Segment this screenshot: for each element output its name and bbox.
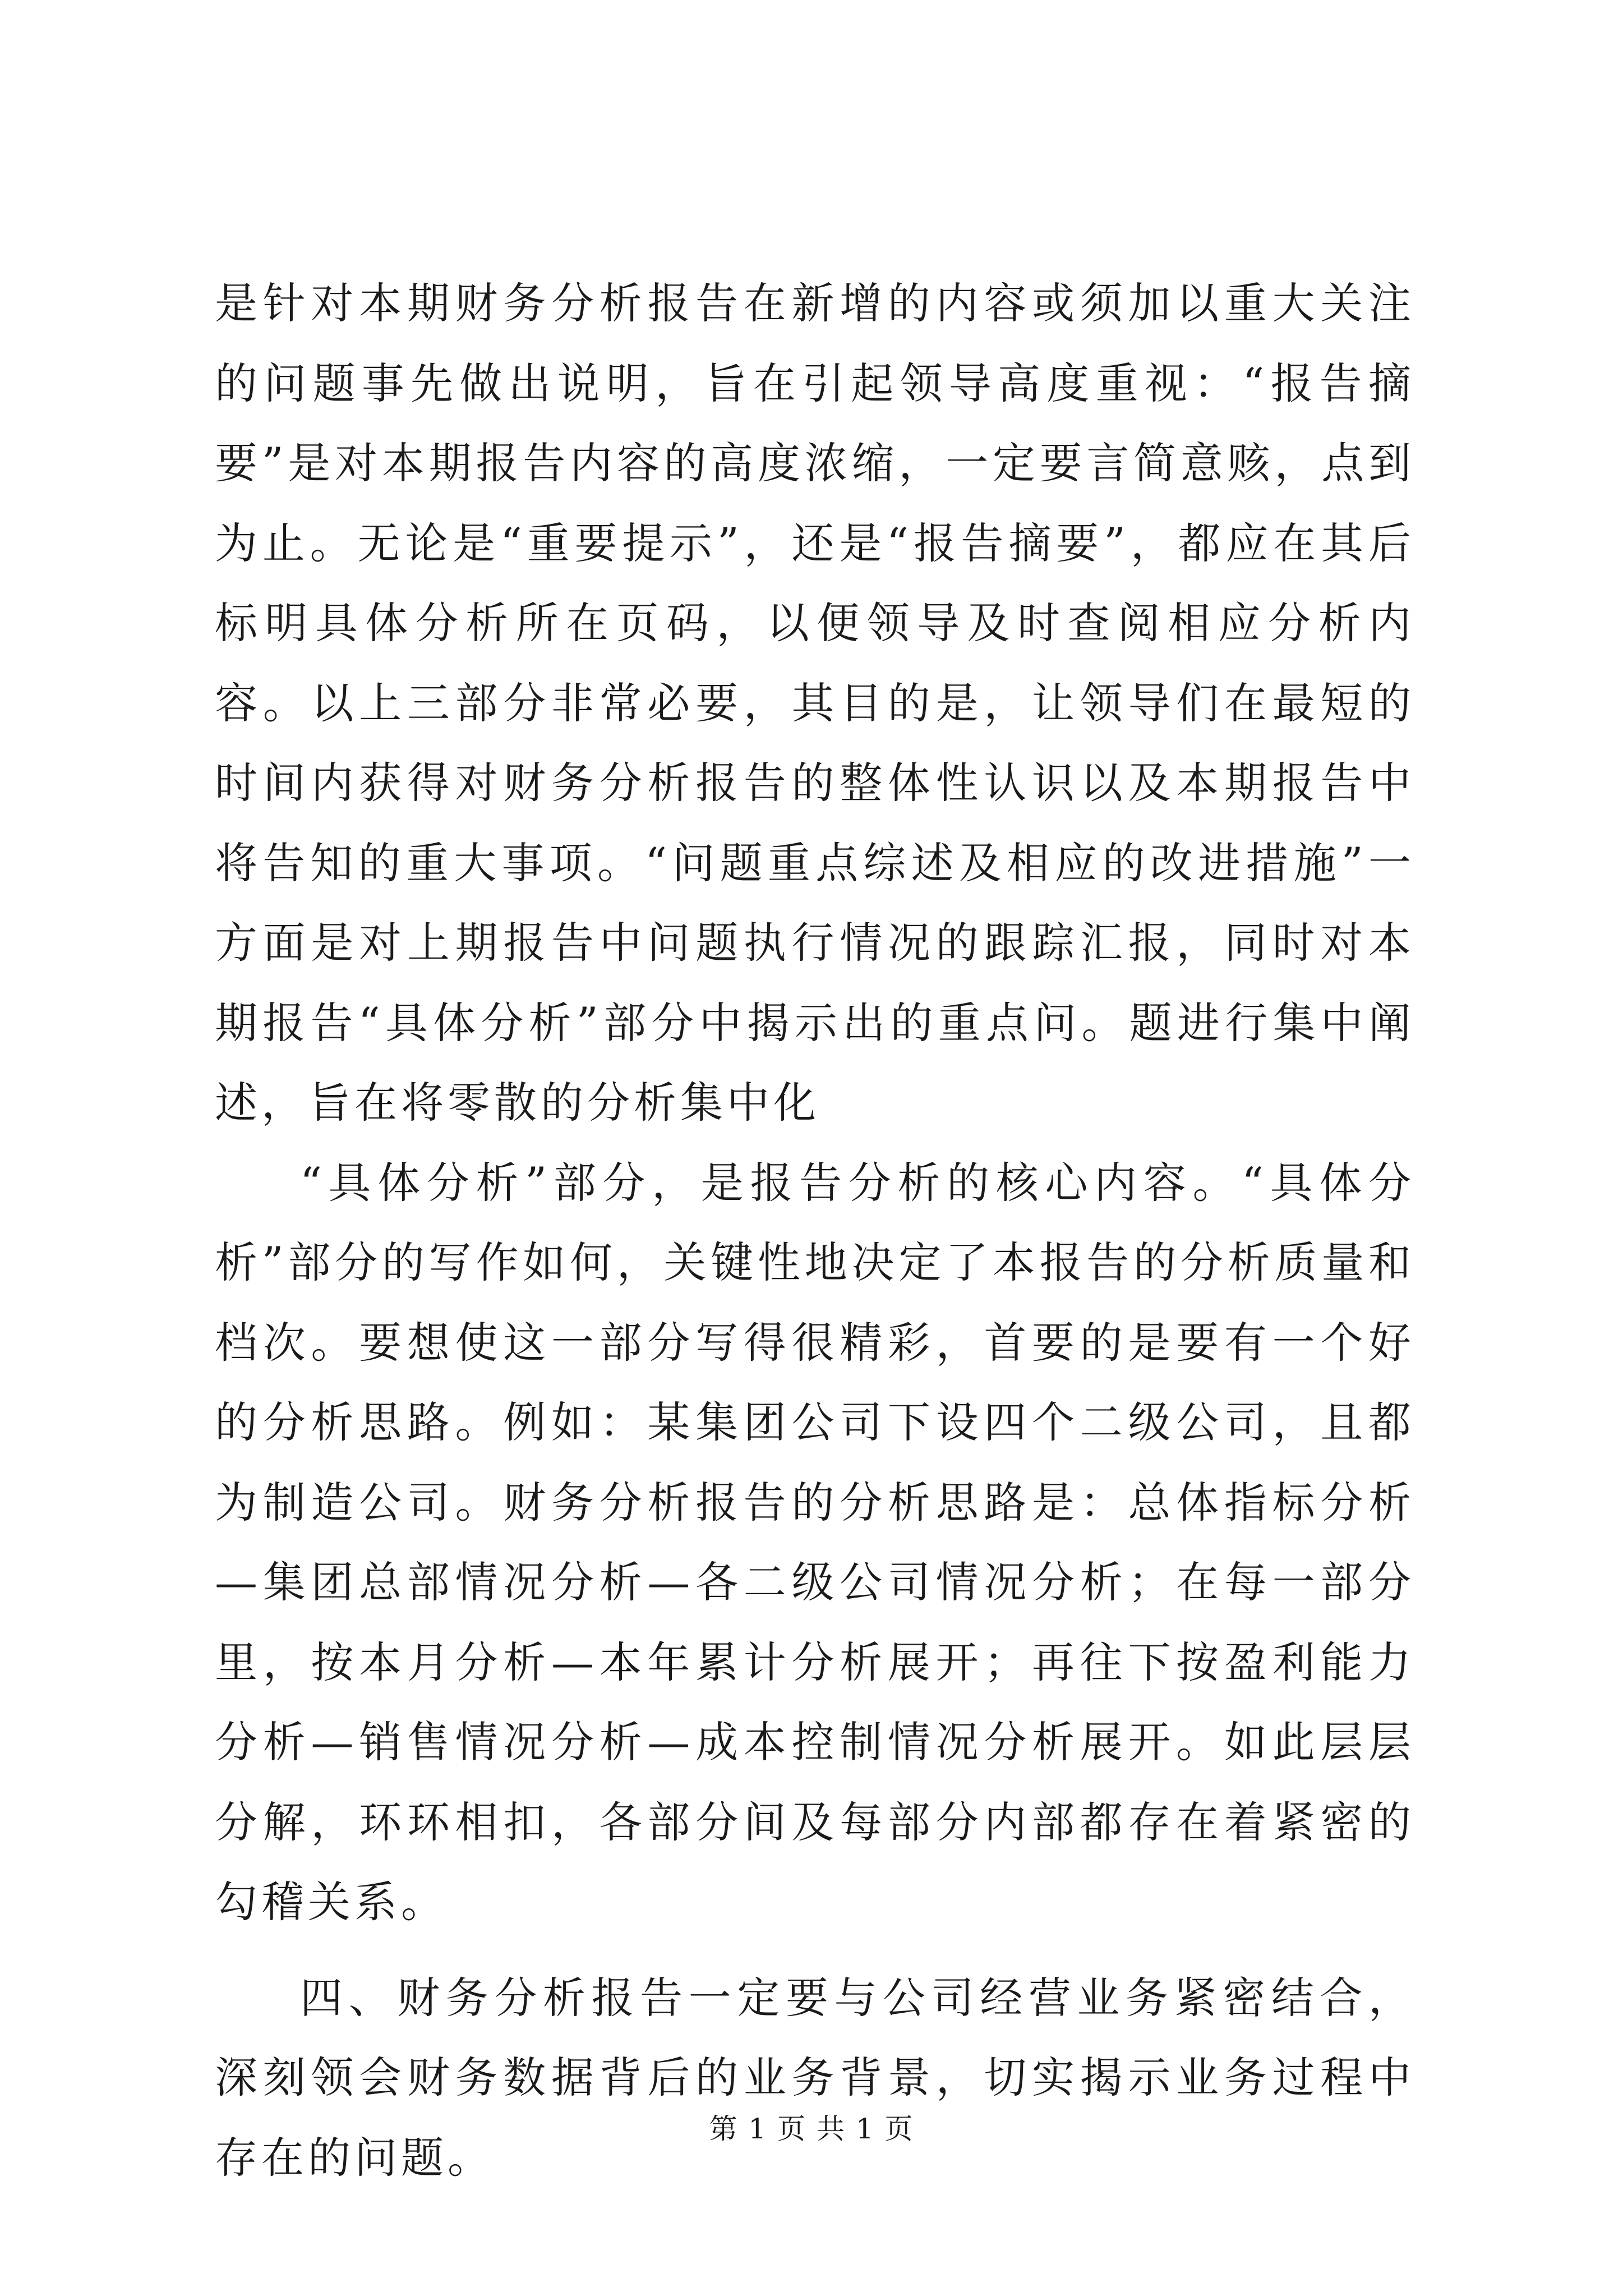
document-body	[215, 264, 1415, 2198]
paragraph-2: “具体分析”部分，是报告分析的核心内容。“具体分析”部分的写作如何，关键性地决定了本报告的分析质量和档次。要想使这一部分写得很精彩，首要的是要有一个好的分析思路。例如：某集团公司下设四个二级公司，且都为制造公司。财务分析报告的分析思路是：总体指标分析—集团总部情况分析—各二级公司情况分析；在每一部分里，按本月分析—本年累计分析展开；再往下按盈利能力分析—销售情况分析—成本控制情况分析展开。如此层层分解，环环相扣，各部分间及每部分内部都存在着紧密的勾稽关系。	[215, 1157, 1415, 1927]
paragraph-3: 四、财务分析报告一定要与公司经营业务紧密结合，深刻领会财务数据背后的业务背景，切实揭示业务过程中存在的问题。	[215, 1972, 1415, 2183]
paragraph-1: 是针对本期财务分析报告在新增的内容或须加以重大关注的问题事先做出说明，旨在引起领导高度重视：“报告摘要”是对本期报告内容的高度浓缩，一定要言简意赅，点到为止。无论是“重要提示”，还是“报告摘要”，都应在其后标明具体分析所在页码，以便领导及时查阅相应分析内容。以上三部分非常必要，其目的是，让领导们在最短的时间内获得对财务分析报告的整体性认识以及本期报告中将告知的重大事项。“问题重点综述及相应的改进措施”一方面是对上期报告中问题执行情况的跟踪汇报，同时对本期报告“具体分析”部分中揭示出的重点问。题进行集中阐述，旨在将零散的分析集中化	[215, 278, 1415, 1128]
page-footer: 第 1 页 共 1 页	[709, 2113, 914, 2145]
